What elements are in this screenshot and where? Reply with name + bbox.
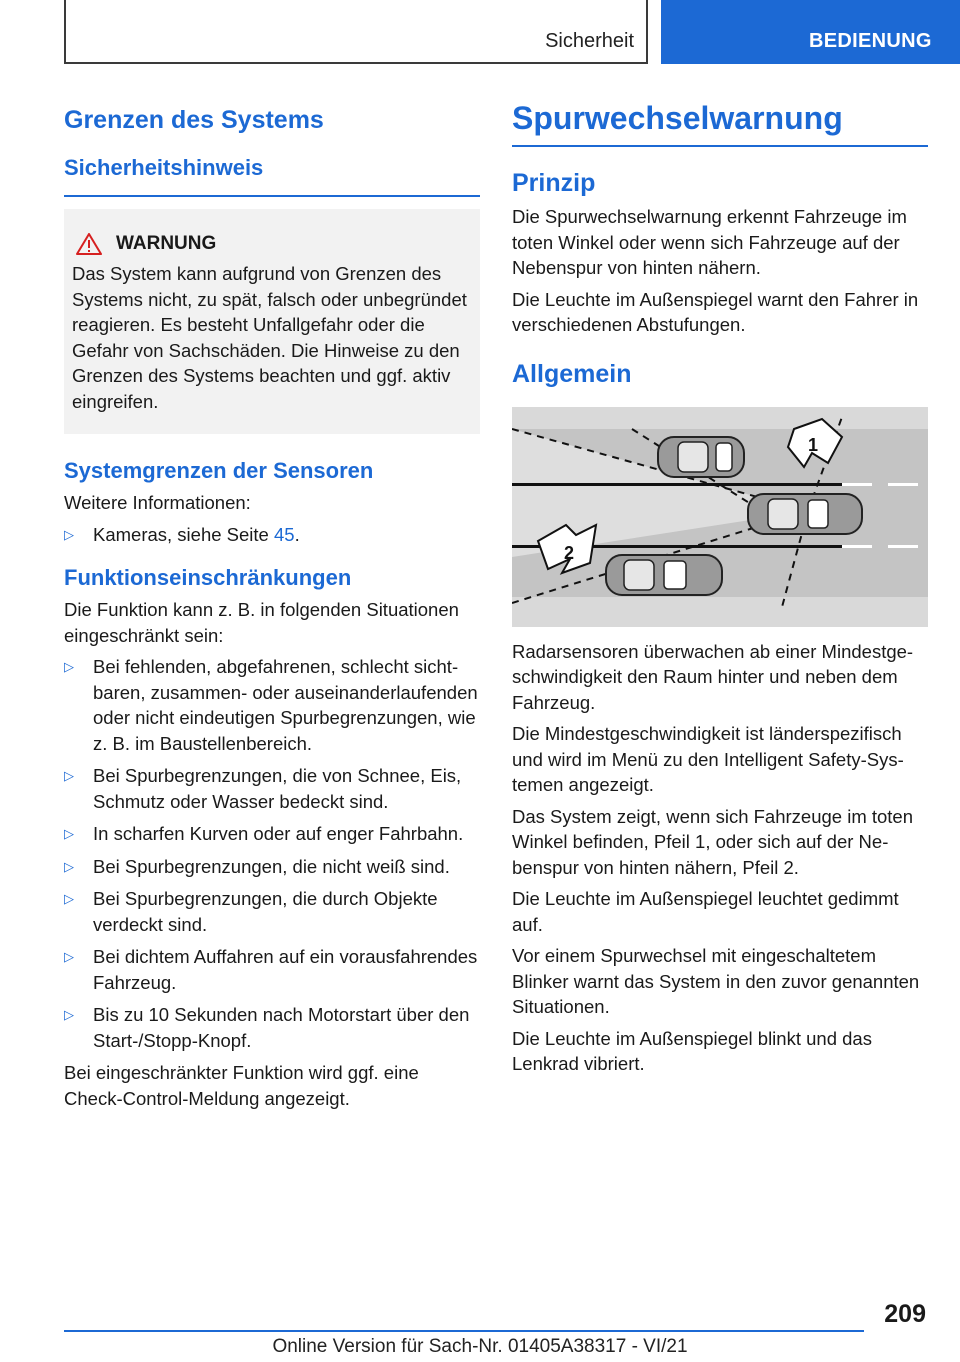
general-paragraph: Die Leuchte im Außenspiegel blinkt und das Lenkrad vibriert. (512, 1027, 872, 1074)
bullet-triangle-icon: ▷ (64, 949, 74, 964)
car-middle-icon (748, 494, 862, 534)
list-item-text: Bei Spurbegrenzungen, die von Schnee, Eis, Schmutz oder Wasser bedeckt sind. (93, 765, 462, 812)
bullet-triangle-icon: ▷ (64, 768, 74, 783)
right-column (512, 96, 928, 1077)
list-item (64, 522, 480, 548)
heading-principle: Prinzip (512, 169, 596, 197)
list-item (64, 1002, 480, 1053)
sensor-list (64, 522, 480, 548)
list-item-text: Bei Spurbegrenzungen, die durch Objekte verdeckt sind. (93, 888, 438, 935)
bullet-triangle-icon: ▷ (64, 891, 74, 906)
list-item (64, 944, 480, 995)
page-number: 209 (884, 1300, 926, 1328)
limits-outro: Bei eingeschränkter Funktion wird ggf. eine Check-Control-Meldung angezeigt. (64, 1062, 419, 1109)
warning-box (64, 209, 480, 434)
general-paragraph: Radarsensoren überwachen ab einer Mindestgeschwindigkeit den Raum hinter und neben dem Fahrzeug. (512, 640, 914, 713)
section-title-lane-change-warning: Spurwechselwarnung (512, 100, 843, 136)
heading-function-limits: Funktionseinschränkungen (64, 565, 352, 590)
list-item (64, 854, 480, 880)
bullet-triangle-icon: ▷ (64, 526, 74, 542)
general-paragraph: Das System zeigt, wenn sich Fahrzeuge im toten Winkel befinden, Pfeil 1, oder sich auf der Nebenspur von hinten nähern, Pfeil 2. (512, 805, 914, 878)
principle-paragraph: Die Spurwechselwarnung erkennt Fahrzeuge im toten Winkel oder wenn sich Fahrzeuge auf der Nebenspur von hinten nähern. (512, 206, 907, 278)
lane-change-diagram (512, 407, 928, 627)
limits-intro: Die Funktion kann z. B. in folgenden Situationen eingeschränkt sein: (64, 599, 459, 646)
section-divider (64, 195, 480, 197)
bullet-triangle-icon: ▷ (64, 659, 74, 674)
sensor-intro: Weitere Informationen: (64, 492, 251, 513)
general-paragraph: Die Mindestgeschwindigkeit ist länderspezifisch und wird im Menü zu den Intelligent Safety-Systemen angezeigt. (512, 723, 904, 795)
left-column (64, 96, 480, 1111)
section-divider (512, 145, 928, 147)
list-item-text: Bei fehlenden, abgefahrenen, schlecht sichtbaren, zusammen- oder auseinanderlaufenden oder nicht eindeutigen Spurbegrenzungen, wie z. B. im Baustellenbereich. (93, 656, 478, 754)
list-item (64, 654, 480, 756)
list-item (64, 821, 480, 847)
bullet-triangle-icon: ▷ (64, 1007, 74, 1022)
footer-divider (64, 1330, 864, 1332)
general-paragraph: Die Leuchte im Außenspiegel leuchtet gedimmt auf. (512, 888, 899, 935)
list-item (64, 886, 480, 937)
principle-paragraph: Die Leuchte im Außenspiegel warnt den Fahrer in verschiedenen Abstufungen. (512, 288, 919, 335)
section-title-limits: Grenzen des Systems (64, 106, 324, 134)
bullet-triangle-icon: ▷ (64, 826, 74, 841)
general-paragraph: Vor einem Spurwechsel mit eingeschaltetem Blinker warnt das System in den zuvor genannten Situationen. (512, 945, 920, 1017)
header-section-box (64, 0, 648, 64)
list-item-text: Bei dichtem Auffahren auf ein vorausfahrendes Fahrzeug. (93, 946, 478, 993)
list-item-text: In scharfen Kurven oder auf enger Fahrbahn. (93, 823, 464, 844)
heading-general: Allgemein (512, 359, 632, 388)
warning-triangle-icon (76, 233, 102, 255)
page-link-45[interactable]: 45 (273, 523, 295, 545)
list-item-text: Bei Spurbegrenzungen, die nicht weiß sind. (93, 855, 450, 877)
warning-text: Das System kann aufgrund von Grenzen des Systems nicht, zu spät, falsch oder unbegründet reagieren. Es besteht Unfallgefahr oder die Gefahr von Sachschäden. Die Hinweise zu den Grenzen des Systems beachten und ggf. aktiv eingreifen. (72, 263, 467, 412)
footer-online-version: Online Version für Sach-Nr. 01405A38317 - VI/21 (272, 1336, 688, 1357)
header-section-title: Sicherheit (545, 30, 634, 52)
arrow-2-label: 2 (564, 542, 575, 563)
limits-list (64, 654, 480, 1053)
heading-sensor-limits: Systemgrenzen der Sensoren (64, 458, 374, 483)
sensor-item-suffix: . (294, 523, 300, 545)
car-top-icon (658, 437, 744, 477)
bullet-triangle-icon: ▷ (64, 858, 74, 874)
car-bottom-icon (606, 555, 722, 595)
list-item (64, 763, 480, 814)
sensor-item-text: Kameras, siehe Seite (93, 523, 274, 545)
warning-label: WARNUNG (116, 233, 217, 254)
subsection-safety-note: Sicherheitshinweis (64, 155, 264, 180)
warning-title-row (72, 233, 470, 255)
arrow-1-label: 1 (808, 434, 819, 455)
list-item-text: Bis zu 10 Sekunden nach Motorstart über den Start-/Stopp-Knopf. (93, 1004, 470, 1051)
header-chapter-tab: BEDIENUNG (661, 0, 960, 64)
